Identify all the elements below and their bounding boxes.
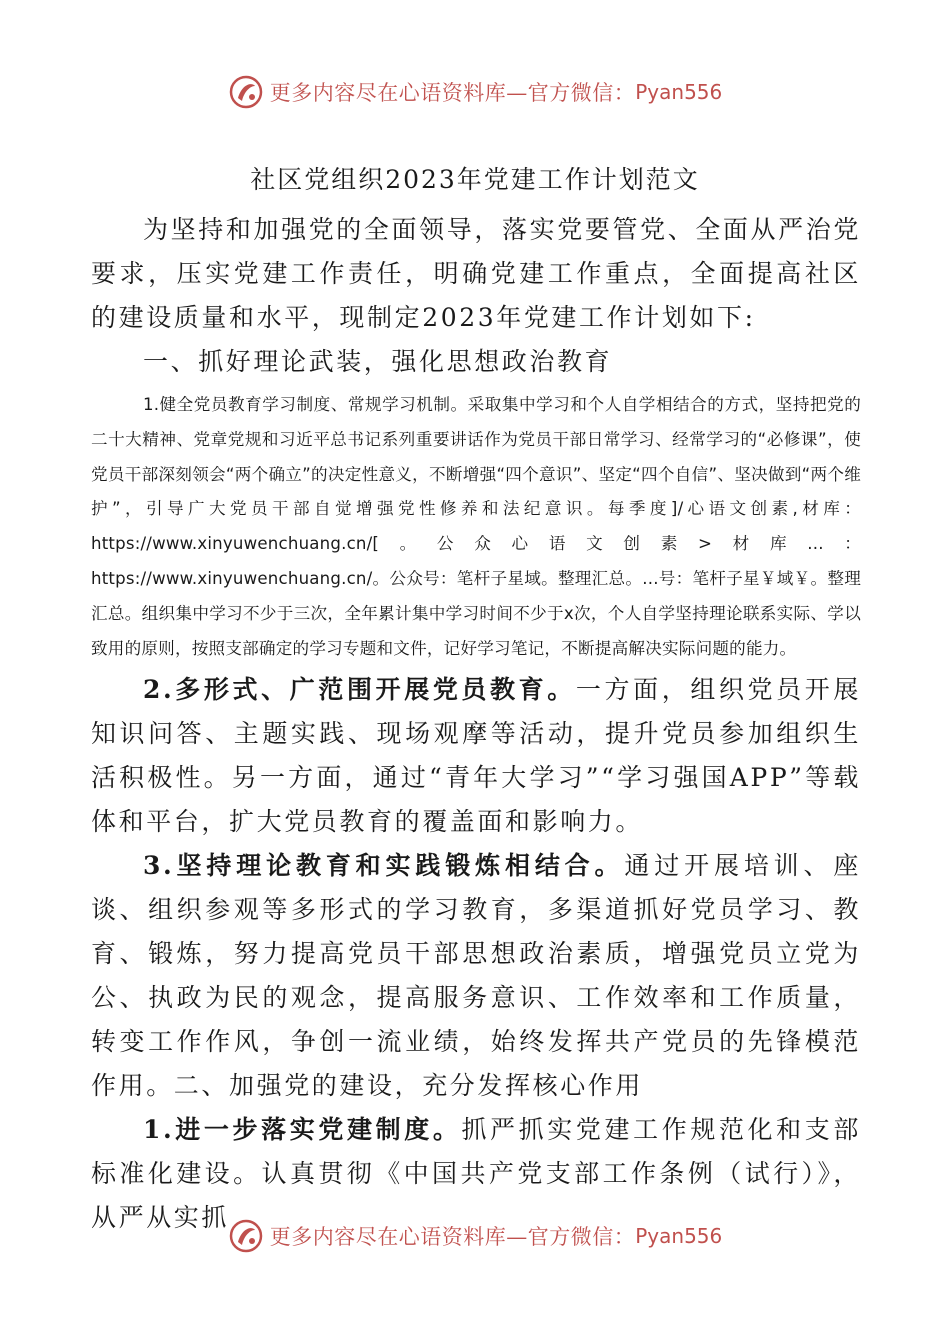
item-2-paragraph [91, 668, 861, 844]
footer-banner [0, 1214, 950, 1258]
document-body [91, 208, 861, 1240]
item-3-heading: 3.坚持理论教育和实践锻炼相结合。 [143, 851, 625, 881]
banner-wechat-id: Pyan556 [635, 80, 723, 104]
item-2-text: 一方面，组织党员开展知识问答、主题实践、现场观摩等活动，提升党员参加组织生活积极性。另一方面，通过“青年大学习”“学习强国APP”等载体和平台，扩大党员教育的覆盖面和影响力。 [91, 675, 861, 837]
item-3-paragraph [91, 844, 861, 1108]
banner-text: 更多内容尽在心语资料库—官方微信： [269, 1225, 636, 1249]
banner-wechat-id: Pyan556 [635, 1224, 723, 1248]
section-1-heading: 一、抓好理论武装，强化思想政治教育 [143, 347, 613, 376]
banner-text: 更多内容尽在心语资料库—官方微信： [269, 81, 636, 105]
item-4-heading: 1.进一步落实党建制度。 [143, 1115, 462, 1145]
document-title: 社区党组织2023年党建工作计划范文 [250, 165, 700, 194]
item-2-heading: 2.多形式、广范围开展党员教育。 [143, 675, 576, 705]
item-3-text: 通过开展培训、座谈、组织参观等多形式的学习教育，多渠道抓好党员学习、教育、锻炼，努力提高党员干部思想政治素质，增强党员立党为公、执政为民的观念，提高服务意识、工作效率和工作质量，转变工作作风，争创一流业绩，始终发挥共产党员的先锋模范作用。二、加强党的建设，充分发挥核心作用 [91, 851, 861, 1101]
intro-paragraph: 为坚持和加强党的全面领导，落实党要管党、全面从严治党要求，压实党建工作责任，明确党建工作重点，全面提高社区的建设质量和水平，现制定2023年党建工作计划如下: [91, 215, 861, 332]
brand-logo-icon [228, 74, 264, 110]
brand-logo-icon [228, 1218, 264, 1254]
item-1-paragraph: 1.健全党员教育学习制度、常规学习机制。采取集中学习和个人自学相结合的方式，坚持把党的二十大精神、党章党规和习近平总书记系列重要讲话作为党员干部日常学习、经常学习的“必修课”，使党员干部深刻领会“两个确立”的决定性意义，不断增强“四个意识”、坚定“四个自信”、坚决做到“两个维护”，引导广大党员干部自觉增强党性修养和法纪意识。每季度]/心语文创素,材库：https://www.xinyuwenchuang.cn/[。公众心语文创素>材库...：https://www.xinyuwenchuang.cn/。公众号：笔杆子星域。整理汇总。...号：笔杆子星￥域￥。整理汇总。组织集中学习不少于三次，全年累计集中学习时间不少于x次，个人自学坚持理论联系实际、学以致用的原则，按照支部确定的学习专题和文件，记好学习笔记，不断提高解决实际问题的能力。 [91, 395, 861, 658]
header-banner [0, 70, 950, 114]
item-4-text: 抓严抓实党建工作规范化和支部标准化建设。认真贯彻《中国共产党支部工作条例（试行）》，从严从实抓 [91, 1115, 861, 1233]
